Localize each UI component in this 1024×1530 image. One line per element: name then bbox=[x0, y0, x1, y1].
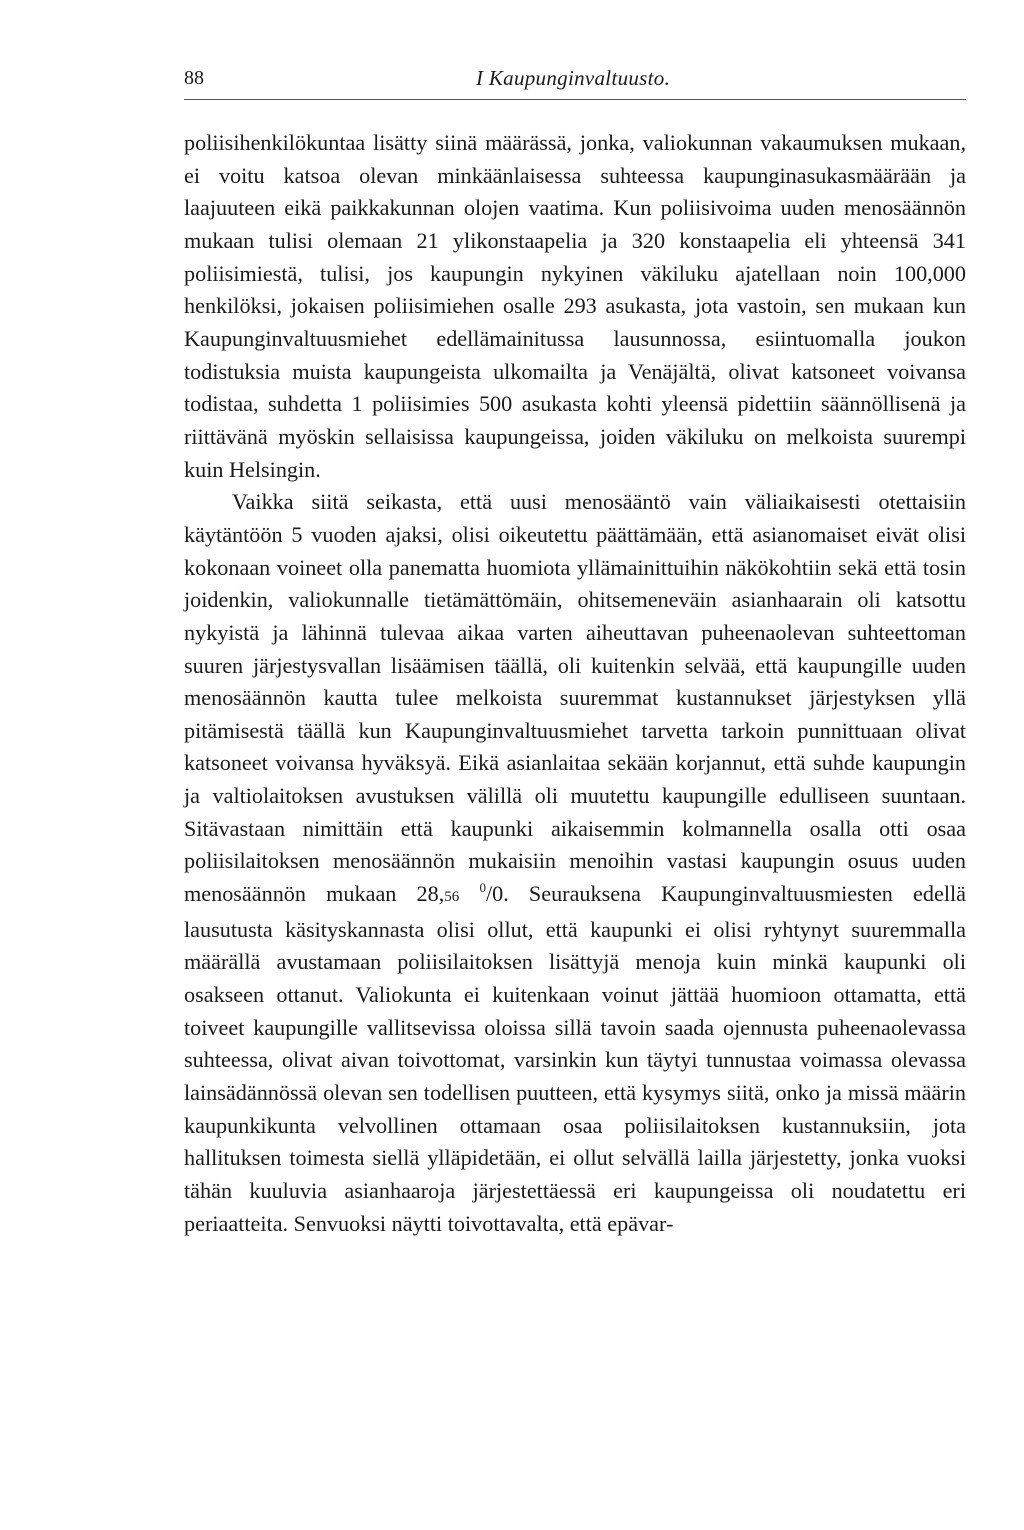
paragraph-1: poliisihenkilökuntaa lisätty siinä määrässä, jonka, valiokunnan vakaumuksen mukaan, ei voitu katsoa olevan minkäänlaisessa suhteessa kaupunginasukasmäärään ja laajuuteen eikä paikkakunnan olojen vaatima. Kun poliisivoima uuden menosäännön mukaan tulisi olemaan 21 ylikonstaapelia ja 320 konstaapelia eli yhteensä 341 poliisimiestä, tulisi, jos kaupungin nykyinen väkiluku ajatellaan noin 100,000 henkilöksi, jokaisen poliisimiehen osalle 293 asukasta, jota vastoin, sen mukaan kun Kaupunginvaltuusmiehet edellämainitussa lausunnossa, esiintuomalla joukon todistuksia muista kaupungeista ulkomailta ja Venäjältä, olivat katsoneet voivansa todistaa, suhdetta 1 poliisimies 500 asukasta kohti yleensä pidettiin säännöllisenä ja riittävänä myöskin sellaisissa kaupungeissa, joiden väkiluku on melkoista suurempi kuin Helsingin. bbox=[184, 130, 966, 482]
paragraph-2-continuation: Seurauksena Kaupunginvaltuusmiesten edellä lausutusta käsityskannasta olisi ollut, että kaupunki ei olisi ryhtynyt suuremmalla määrällä avustamaan poliisilaitoksen lisättyjä menoja kuin minkä kaupunki oli osakseen ottanut. Valiokunta ei kuitenkaan voinut jättää huomioon ottamatta, että toiveet kaupungille vallitsevissa oloissa sillä tavoin saada ojennusta puheenaolevassa suhteessa, olivat aivan toivottomat, varsinkin kun täytyi tunnustaa voimassa olevassa lainsädännössä olevan sen todellisen puutteen, että kysymys siitä, onko ja missä määrin kaupunkikunta velvollinen ottamaan osaa poliisilaitoksen kustannuksiin, jota hallituksen toimesta siellä ylläpidetään, ei ollut selvällä lailla järjestetty, jonka vuoksi tähän kuuluvia asianhaaroja järjestettäessä eri kaupungeissa oli noudatettu eri periaatteita. Senvuoksi näytti toivottavalta, että epävar- bbox=[184, 881, 967, 1236]
page-number: 88 bbox=[184, 67, 204, 89]
percent-whole: 28, bbox=[416, 881, 445, 907]
paragraph-2-text: Vaikka siitä seikasta, että uusi menosääntö vain väliaikaisesti otettaisiin käytäntöön 5 vuoden ajaksi, olisi oikeutettu päättämään, että asianomaiset eivät olisi kokonaan voineet olla panematta huomiota yllämainittuihin näkökohtiin sekä että tosin joidenkin, valiokunnalle tietämättömäin, ohitsemeneväin asianhaarain oli katsottu nykyistä ja lähinnä tulevaa aikaa varten aiheuttavan puheenaolevan suhteettoman suuren järjestysvallan lisäämisen täällä, oli kuitenkin selvää, että kaupungille uuden menosäännön kautta tulee melkoista suuremmat kustannukset järjestyksen yllä pitämisestä täällä kun Kaupunginvaltuusmiehet tarvetta tarkoin punnittuaan olivat katsoneet voivansa hyväksyä. Eikä asianlaitaa sekään korjannut, että suhde kaupungin ja valtiolaitoksen avustuksen välillä oli muutettu kaupungille edulliseen suuntaan. Sitävastaan nimittäin että kaupunki aikaisemmin kolmannella osalla otti osaa poliisilaitoksen menosäännön mukaisiin menoihin vastasi kaupungin osuus uuden menosäännön mukaan bbox=[184, 489, 966, 907]
percent-symbol-bottom: /0. bbox=[485, 881, 509, 907]
page-header bbox=[184, 66, 966, 102]
paragraph-2 bbox=[184, 486, 966, 1240]
percent-symbol-top: 0 bbox=[479, 880, 486, 896]
header-rule bbox=[184, 99, 966, 100]
percent-value bbox=[417, 881, 509, 906]
body-text bbox=[184, 127, 966, 1240]
running-title: I Kaupunginvaltuusto. bbox=[476, 66, 671, 90]
percent-decimals: 56 bbox=[444, 889, 460, 906]
